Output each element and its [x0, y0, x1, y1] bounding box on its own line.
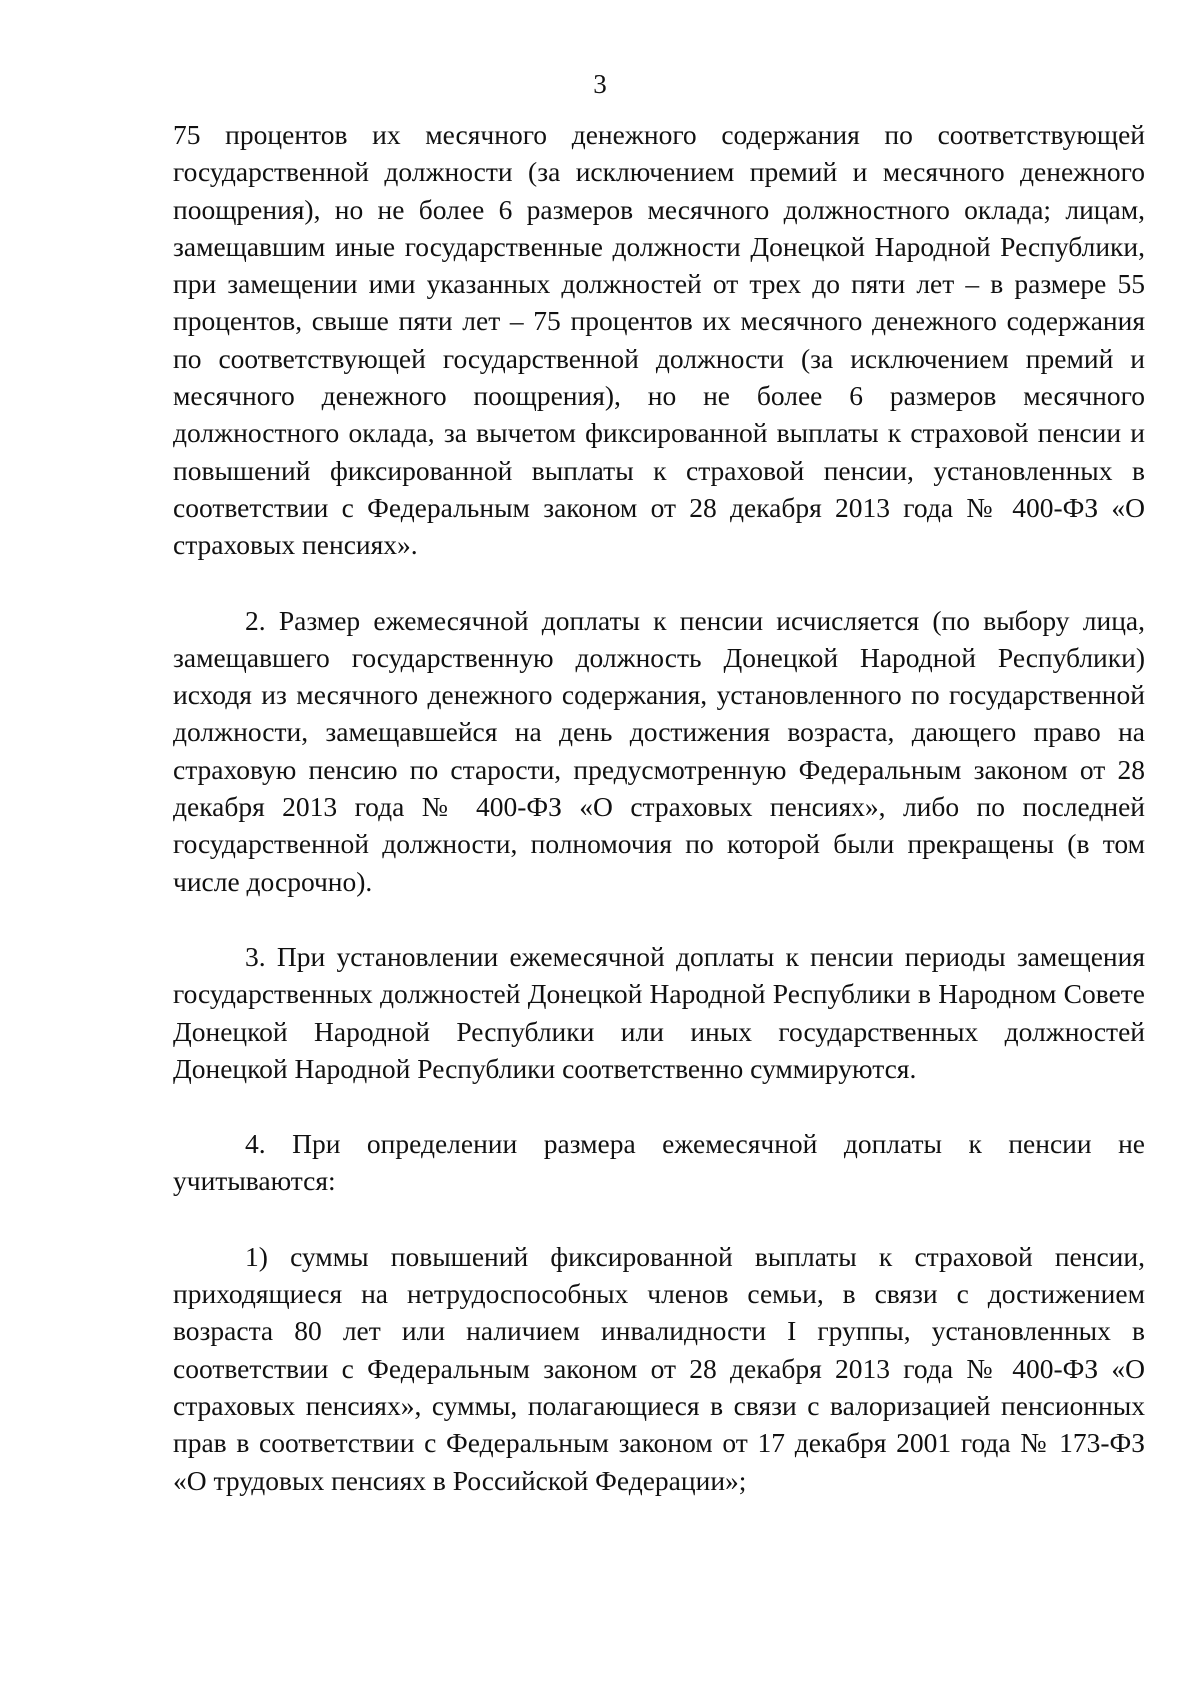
page-number: 3: [593, 69, 607, 99]
paragraph-item-3: 3. При установлении ежемесячной доплаты к пенсии периоды замещения государственных должностей Донецкой Народной Республики в Народном Совете Донецкой Народной Республики или иных государственных должностей Донецкой Народной Республики соответственно суммируются.: [173, 940, 1145, 1084]
paragraph-item-4-1: 1) суммы повышений фиксированной выплаты к страховой пенсии, приходящиеся на нетрудоспособных членов семьи, в связи с достижением возраста 80 лет или наличием инвалидности I группы, установленных в соответствии с Федеральным законом от 28 декабря 2013 года № 400-ФЗ «О страховых пенсиях», суммы, полагающиеся в связи с валоризацией пенсионных прав в соответствии с Федеральным законом от 17 декабря 2001 года № 173-ФЗ «О трудовых пенсиях в Российской Федерации»;: [173, 1240, 1145, 1496]
paragraph-item-4: 4. При определении размера ежемесячной доплаты к пенсии не учитываются:: [173, 1128, 1145, 1197]
paragraph-continuation: 75 процентов их месячного денежного содержания по соответствующей государственной должности (за исключением премий и месячного денежного поощрения), но не более 6 размеров месячного должностного оклада; лицам, замещавшим иные государственные должности Донецкой Народной Республики, при замещении ими указанных должностей от трех до пяти лет – в размере 55 процентов, свыше пяти лет – 75 процентов их месячного денежного содержания по соответствующей государственной должности (за исключением премий и месячного денежного поощрения), но не более 6 размеров месячного должностного оклада, за вычетом фиксированной выплаты к страховой пенсии и повышений фиксированной выплаты к страховой пенсии, установленных в соответствии с Федеральным законом от 28 декабря 2013 года № 400-ФЗ «О страховых пенсиях».: [173, 119, 1145, 561]
document-body: [173, 116, 1145, 1499]
paragraph-item-2: 2. Размер ежемесячной доплаты к пенсии исчисляется (по выбору лица, замещавшего государственную должность Донецкой Народной Республики) исходя из месячного денежного содержания, установленного по государственной должности, замещавшейся на день достижения возраста, дающего право на страховую пенсию по старости, предусмотренную Федеральным законом от 28 декабря 2013 года № 400-ФЗ «О страховых пенсиях», либо по последней государственной должности, полномочия по которой были прекращены (в том числе досрочно).: [173, 604, 1145, 897]
